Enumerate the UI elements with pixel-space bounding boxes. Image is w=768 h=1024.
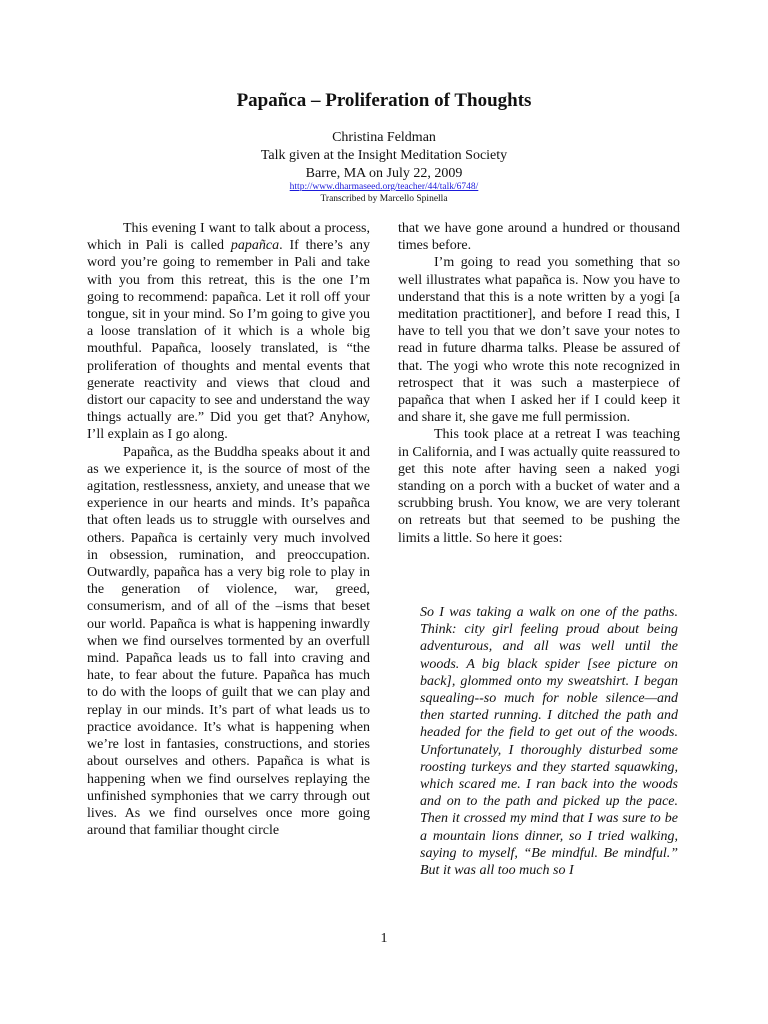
paragraph: that we have gone around a hundred or thousand times before. (398, 221, 680, 254)
paragraph: This took place at a retreat I was teaching in California, and I was actually quite reassured to get this note after having seen a naked yogi standing on a porch with a bucket of water and a scrubbing brush. You know, we are very tolerant on retreats but that seemed to be pushing the limits a little. So here it goes: (398, 427, 680, 546)
quoted-note (420, 604, 678, 879)
quote-text: So I was taking a walk on one of the paths. Think: city girl feeling proud about being adventurous, and all was well until the woods. A big black spider [see picture on back], glommed onto my sweatshirt. I began squealing--so much for noble silence—and then started running. I ditched the path and headed for the field to get out of the woods. Unfortunately, I thoroughly disturbed some roosting turkeys and they started squawking, which scared me. I ran back into the woods and on to the path and picked up the pace. Then it crossed my mind that I was sure to be a mountain lions dinner, so I tried walking, saying to myself, “Be mindful. Be mindful.” But it was all too much so I (420, 605, 678, 879)
paragraph: I’m going to read you something that so well illustrates what papañca is. Now you have to understand that this is a note written by a yogi [a meditation practitioner], and before I read this, I have to tell you that we don’t save your notes to read in future dharma talks. Please be assured of that. The yogi who wrote this note recognized in retrospect that it was such a masterpiece of papañca that when I asked her if I could keep it and share it, she gave me full permission. (398, 255, 680, 426)
talk-venue: Talk given at the Insight Meditation Society (260, 148, 508, 163)
author-name: Christina Feldman (332, 130, 436, 145)
pali-term: papañca (230, 238, 280, 254)
right-column (398, 220, 680, 547)
left-column (87, 220, 370, 839)
page-title: Papañca – Proliferation of Thoughts (236, 90, 532, 111)
paragraph-text: This evening I want to talk about a process, which in Pali is called (87, 221, 370, 254)
paragraph-text: . If there’s any word you’re going to remember in Pali and take with you from this retreat, this is the one I’m going to recommend: papañca. Let it roll off your tongue, sit in your mind. So I’m going to give you a loose translation of it which is a whole big mouthful. Papañca, loosely translated, is “the proliferation of thoughts and mental events that generate reactivity and views that cloud and distort our capacity to see and understand the way things actually are.” Did you get that? Anyhow, I’ll explain as I go along. (87, 238, 370, 443)
talk-place-date: Barre, MA on July 22, 2009 (305, 166, 463, 181)
paragraph (87, 220, 370, 444)
transcriber-credit: Transcribed by Marcello Spinella (320, 194, 448, 204)
source-link[interactable]: http://www.dharmaseed.org/teacher/44/talk/6748/ (289, 182, 479, 192)
page-number: 1 (380, 931, 388, 946)
paragraph: Papañca, as the Buddha speaks about it and as we experience it, is the source of most of the agitation, restlessness, anxiety, and unease that we experience in our hearts and minds. It’s papañca that often leads us to struggle with ourselves and others. Papañca is certainly very much involved in obsession, rumination, and preoccupation. Outwardly, papañca has a very big role to play in the generation of violence, war, greed, consumerism, and of all of the –isms that beset our world. Papañca is what is happening inwardly when we find ourselves tormented by an overfull mind. Papañca leads us to fall into craving and hate, to fear about the future. Papañca has much to do with the loops of guilt that we can play and replay in our minds. It’s part of what leads us to practice avoidance. It’s what is happening when we’re lost in fantasies, constructions, and stories about ourselves and others. Papañca is what is happening when we find ourselves replaying the unfinished symphonies that we carry through out lives. As we find ourselves once more going around that familiar thought circle (87, 444, 370, 839)
